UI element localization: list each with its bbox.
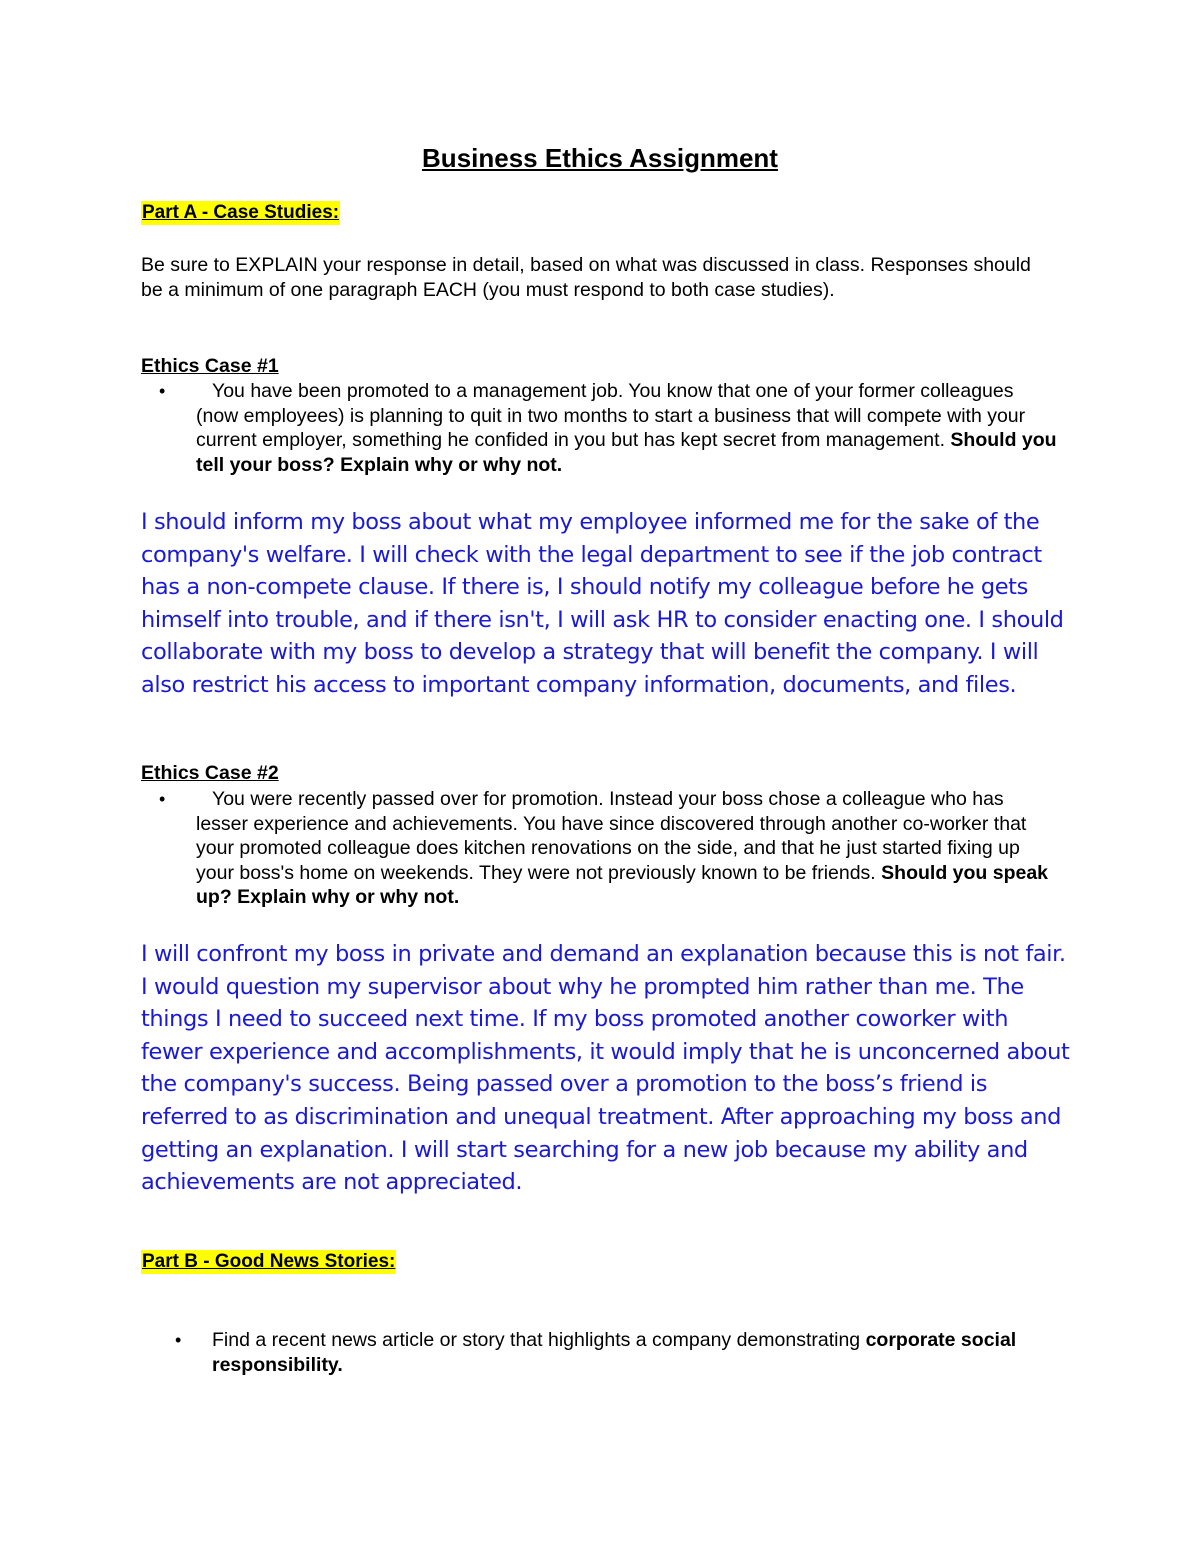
part-b-bullet-item	[175, 1328, 1055, 1377]
case-1-prompt-text: You have been promoted to a management job. You know that one of your former colleagues (now employees) is planning to quit in two months to start a business that will compete with your current employer, something he confided in you but has kept secret from management.	[196, 380, 1026, 452]
case-1-answer: I should inform my boss about what my employee informed me for the sake of the company's welfare. I will check with the legal department to see if the job contract has a non-compete clause. If there is, I should notify my colleague before he gets himself into trouble, and if there isn't, I will ask HR to consider enacting one. I should collaborate with my boss to develop a strategy that will benefit the company. I will also restrict his access to important company information, documents, and files.	[141, 509, 1064, 698]
case-2-answer: I will confront my boss in private and demand an explanation because this is not fair. I would question my supervisor about why he prompted him rather than me. The things I need to succeed next time. If my boss promoted another coworker with fewer experience and accomplishments, it would imply that he is unconcerned about the company's success. Being passed over a promotion to the boss’s friend is referred to as discrimination and unequal treatment. After approaching my boss and getting an explanation. I will start searching for a new job because my ability and achievements are not appreciated.	[141, 941, 1070, 1196]
part-b-emphasis: corporate social responsibility.	[212, 1329, 1017, 1376]
part-b-prompt-text: Find a recent news article or story that highlights a company demonstrating	[212, 1329, 866, 1351]
case-1-prompt	[196, 379, 1059, 477]
case-2-prompt	[196, 787, 1059, 910]
bullet-icon: •	[175, 1330, 182, 1350]
case-2-prompt-text: You were recently passed over for promotion. Instead your boss chose a colleague who has lesser experience and achievements. You have since discovered through another co-worker that your promoted colleague does kitchen renovations on the side, and that he just started fixing up your boss's home on weekends. They were not previously known to be friends.	[196, 788, 1027, 884]
case-1-question: Should you tell your boss? Explain why or why not.	[196, 429, 1057, 476]
case-1-bullet-item	[159, 379, 1059, 477]
instructions-paragraph: Be sure to EXPLAIN your response in detail, based on what was discussed in class. Responses should be a minimum of one paragraph EACH (you must respond to both case studies).	[141, 254, 1031, 301]
case-2-bullet-item	[159, 787, 1059, 910]
bullet-icon: •	[159, 381, 166, 401]
bullet-icon: •	[159, 789, 166, 809]
case-2-heading: Ethics Case #2	[141, 762, 279, 784]
case-2-question: Should you speak up? Explain why or why not.	[196, 861, 1049, 909]
part-a-heading: Part A - Case Studies:	[142, 202, 340, 223]
document-title: Business Ethics Assignment	[422, 143, 778, 173]
part-b-prompt	[212, 1328, 1055, 1377]
case-1-heading: Ethics Case #1	[141, 355, 279, 377]
part-b-heading: Part B - Good News Stories:	[142, 1251, 396, 1272]
